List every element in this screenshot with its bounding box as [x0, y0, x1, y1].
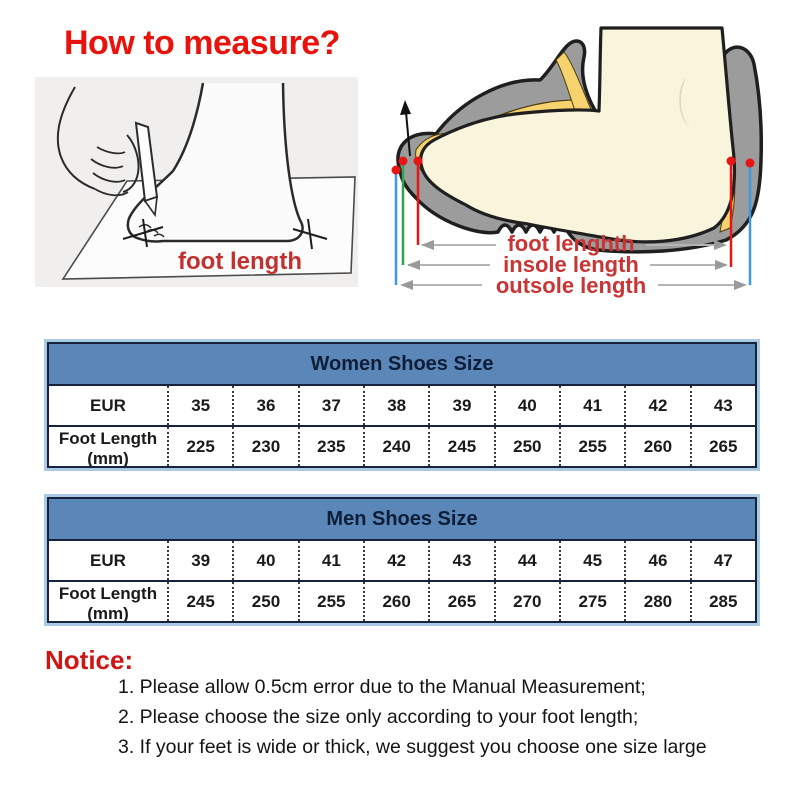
eur-size-cells: [169, 541, 755, 580]
size-cell: 39: [169, 541, 234, 580]
foot-tracing-illustration: [35, 77, 358, 287]
notice-item: 2. Please choose the size only according to your foot length;: [118, 706, 639, 728]
notice-list: [118, 672, 738, 762]
shoe-measurement-diagram: [388, 0, 800, 310]
notice-item: 3. If your feet is wide or thick, we suggest you choose one size large: [118, 736, 707, 758]
length-cell: 265: [430, 582, 495, 621]
size-cell: 44: [496, 541, 561, 580]
row-header-line2: (mm): [87, 449, 129, 466]
length-cell: 245: [430, 427, 495, 466]
table-row-foot-length: [49, 425, 755, 466]
length-cell: 245: [169, 582, 234, 621]
row-header-line1: Foot Length: [58, 584, 158, 603]
length-cell: 250: [234, 582, 299, 621]
size-cell: 45: [561, 541, 626, 580]
eur-size-cells: [169, 386, 755, 425]
size-cell: 42: [626, 386, 691, 425]
size-cell: 36: [234, 386, 299, 425]
length-cell: 260: [626, 427, 691, 466]
size-cell: 41: [561, 386, 626, 425]
foot-length-caption: foot length: [178, 248, 302, 275]
length-cell: 275: [561, 582, 626, 621]
row-header-foot-length: [49, 582, 169, 621]
size-cell: 46: [626, 541, 691, 580]
size-cell: 37: [300, 386, 365, 425]
row-header-line2: (mm): [87, 604, 129, 621]
foot-length-cells: [169, 582, 755, 621]
table-row-eur: [49, 541, 755, 580]
table-row-foot-length: [49, 580, 755, 621]
foot-length-label: foot lenghth: [507, 231, 635, 256]
length-cell: 230: [234, 427, 299, 466]
size-cell: 47: [713, 550, 733, 570]
length-cell: 280: [626, 582, 691, 621]
table-row-eur: [49, 386, 755, 425]
notice-title: Notice:: [45, 645, 134, 675]
table-title: Women Shoes Size: [49, 344, 755, 386]
outsole-length-label: outsole length: [495, 273, 647, 298]
size-cell: 42: [365, 541, 430, 580]
length-cell: 235: [300, 427, 365, 466]
size-cell: 39: [430, 386, 495, 425]
length-cell: 265: [709, 436, 738, 456]
length-cell: 285: [709, 591, 738, 611]
row-header-eur: EUR: [49, 386, 169, 425]
size-cell: 35: [169, 386, 234, 425]
size-cell: 40: [496, 386, 561, 425]
length-cell: 250: [496, 427, 561, 466]
size-cell: 40: [234, 541, 299, 580]
men-size-table: [47, 497, 757, 623]
women-size-table: [47, 342, 757, 468]
length-cell: 255: [561, 427, 626, 466]
row-header-eur: EUR: [49, 541, 169, 580]
size-cell: 38: [365, 386, 430, 425]
notice-item: 1. Please allow 0.5cm error due to the Manual Measurement;: [118, 676, 646, 698]
length-cell: 260: [365, 582, 430, 621]
row-header-line1: Foot Length: [58, 429, 158, 448]
length-cell: 270: [496, 582, 561, 621]
toe-arrow-head: [400, 100, 411, 115]
foot-length-cells: [169, 427, 755, 466]
size-cell: 43: [713, 395, 733, 415]
table-title: Men Shoes Size: [49, 499, 755, 541]
insole-length-label: insole length: [503, 252, 639, 277]
length-cell: 240: [365, 427, 430, 466]
size-cell: 41: [300, 541, 365, 580]
page-title: How to measure?: [64, 24, 340, 62]
size-cell: 43: [430, 541, 495, 580]
length-cell: 255: [300, 582, 365, 621]
row-header-foot-length: [49, 427, 169, 466]
length-cell: 225: [169, 427, 234, 466]
